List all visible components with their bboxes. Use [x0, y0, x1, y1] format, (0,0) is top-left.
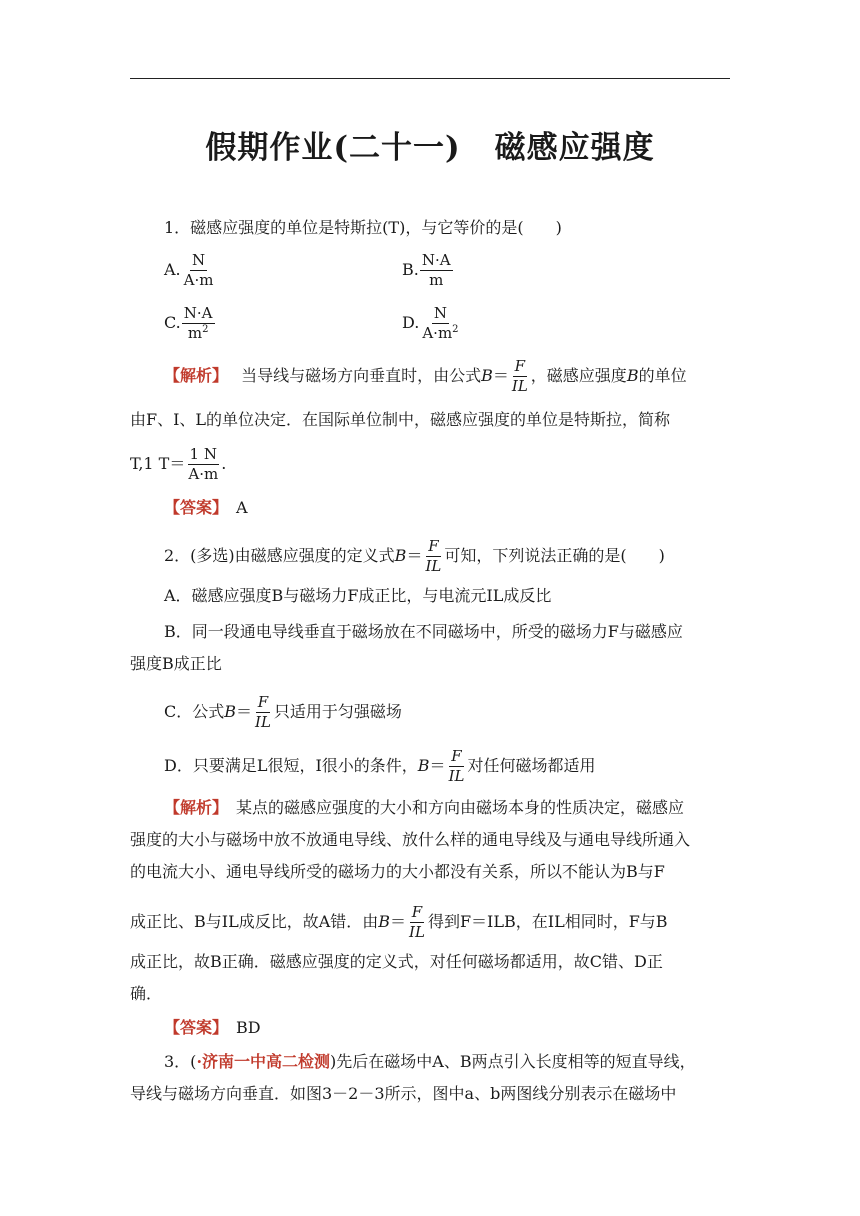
q2-analysis-line6: 确． [130, 984, 163, 1003]
q1-analysis-line2: 由F、I、L的单位决定．在国际单位制中，磁感应强度的单位是特斯拉，简称 [130, 410, 671, 429]
q1-option-d: D. $\frac{N}{A\cdot m^2}$ [402, 304, 459, 342]
q2-analysis-line2: 强度的大小与磁场中放不放通电导线、放什么样的通电导线及与通电导线所通入 [130, 830, 691, 849]
analysis-tag: 【解析】 [164, 366, 221, 385]
q3-line2: 导线与磁场方向垂直．如图3－2－3所示，图中a、b两图线分别表示在磁场中 [130, 1084, 677, 1103]
q2-answer: 【答案】 BD [164, 1018, 261, 1037]
q1-option-c: C. $\frac{N\cdot A}{m^2}$ [164, 304, 213, 342]
q2-stem: 2．(多选)由磁感应强度的定义式B＝ $\frac{F}{IL}$ 可知，下列说法正确的是( ) [164, 537, 665, 575]
q2-option-a: A．磁感应强度B与磁场力F成正比，与电流元IL成反比 [164, 586, 552, 605]
q2-analysis-line1: 【解析】 某点的磁感应强度的大小和方向由磁场本身的性质决定，磁感应 [164, 798, 685, 817]
header-rule [130, 78, 730, 79]
title-sub: 磁感应强度 [494, 130, 655, 166]
answer-tag: 【答案】 [164, 1018, 221, 1037]
q1-stem: 1．磁感应强度的单位是特斯拉(T)，与它等价的是( ) [164, 218, 562, 237]
answer-tag: 【答案】 [164, 498, 221, 517]
q2-analysis-line5: 成正比，故B正确．磁感应强度的定义式，对任何磁场都适用，故C错、D正 [130, 952, 663, 971]
q1-analysis-line1: 【解析】 当导线与磁场方向垂直时，由公式B＝ $\frac{F}{IL}$ ，磁感应强度B的单位 [164, 357, 687, 395]
page-title [0, 122, 860, 167]
q2-option-d: D．只要满足L很短，I很小的条件，B＝ $\frac{F}{IL}$ 对任何磁场都适用 [164, 747, 596, 785]
title-main: 假期作业(二十一) [205, 130, 461, 166]
q1-option-b: B. $\frac{N\cdot A}{m}$ [402, 251, 451, 289]
q1-answer: 【答案】 A [164, 498, 248, 517]
q1-analysis-line3: T,1 T＝ $\frac{1 N}{A\cdot m}$ . [130, 445, 227, 483]
q2-option-b-line1: B．同一段通电导线垂直于磁场放在不同磁场中，所受的磁场力F与磁感应 [164, 622, 683, 641]
q3-line1: 3．(·济南一中高二检测)先后在磁场中A、B两点引入长度相等的短直导线， [164, 1052, 696, 1071]
q2-option-c: C．公式B＝ $\frac{F}{IL}$ 只适用于匀强磁场 [164, 693, 402, 731]
analysis-tag: 【解析】 [164, 798, 221, 817]
q3-source: ·济南一中高二检测 [196, 1052, 331, 1071]
q2-analysis-line4: 成正比、B与IL成反比，故A错．由B＝ $\frac{F}{IL}$ 得到F＝ILB，在IL相同时，F与B [130, 903, 668, 941]
q2-analysis-line3: 的电流大小、通电导线所受的磁场力的大小都没有关系，所以不能认为B与F [130, 862, 665, 881]
q1-option-a: A. $\frac{N}{A\cdot m}$ [164, 251, 214, 289]
q2-option-b-line2: 强度B成正比 [130, 654, 222, 673]
